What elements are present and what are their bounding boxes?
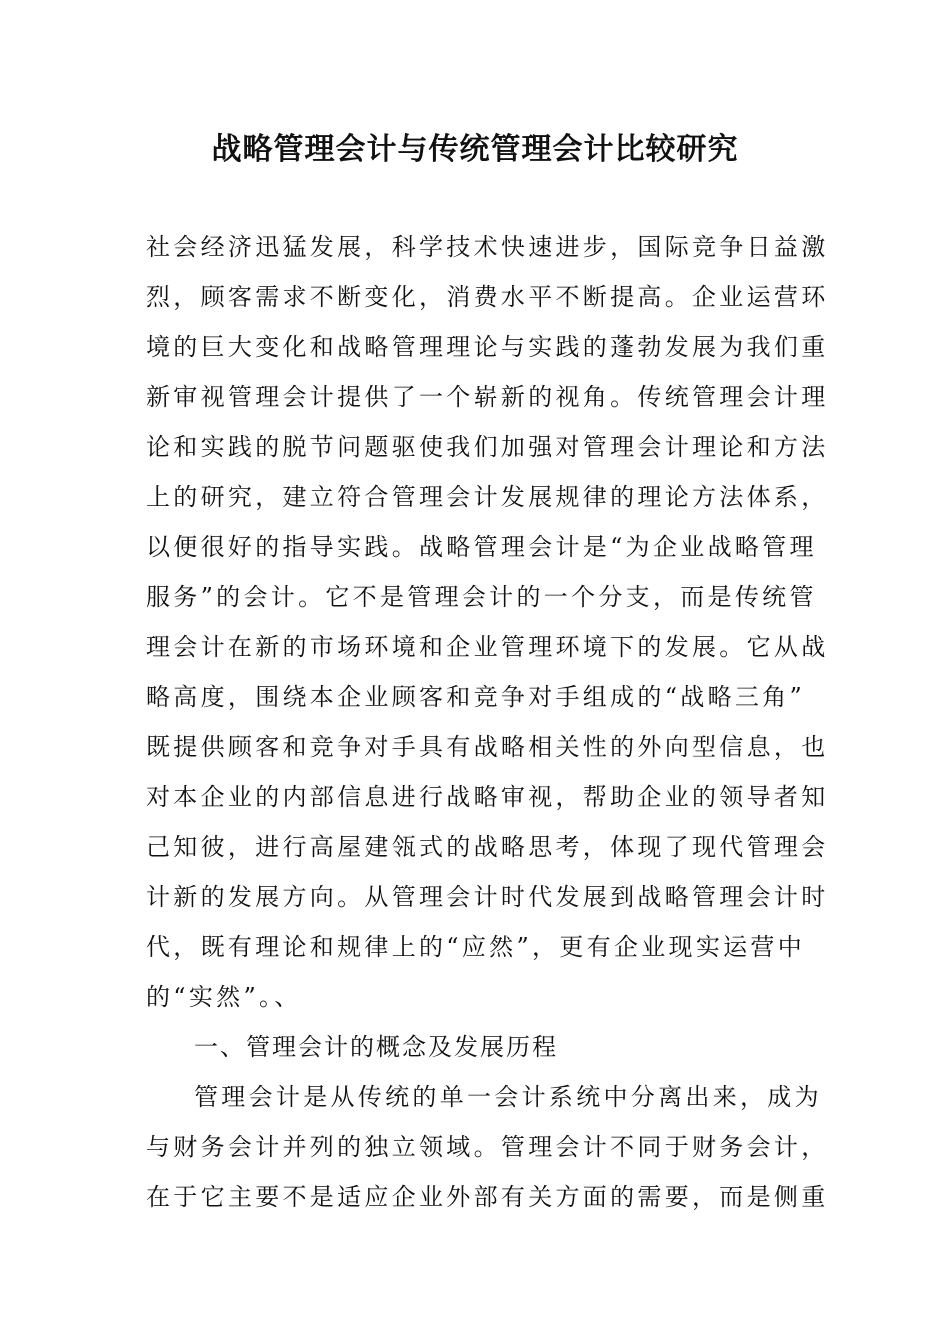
document-title: 战略管理会计与传统管理会计比较研究 [211, 132, 739, 167]
paragraph-line: 境的巨大变化和战略管理理论与实践的蓬勃发展为我们重 [146, 333, 829, 361]
paragraph-line: 理会计在新的市场环境和企业管理环境下的发展。它从战 [146, 633, 829, 661]
paragraph-line: 略高度，围绕本企业顾客和竞争对手组成的“战略三角” [146, 683, 806, 711]
paragraph-line: 己知彼，进行高屋建瓴式的战略思考，体现了现代管理会 [146, 833, 829, 861]
paragraph-line: 计新的发展方向。从管理会计时代发展到战略管理会计时 [146, 883, 829, 911]
paragraph-line: 烈，顾客需求不断变化，消费水平不断提高。企业运营环 [146, 283, 829, 311]
paragraph-line: 论和实践的脱节问题驱使我们加强对管理会计理论和方法 [146, 433, 829, 461]
paragraph-line: 与财务会计并列的独立领域。管理会计不同于财务会计， [146, 1133, 829, 1161]
paragraph-line: 以便很好的指导实践。战略管理会计是“为企业战略管理 [146, 533, 817, 561]
paragraph-line: 对本企业的内部信息进行战略审视，帮助企业的领导者知 [146, 783, 829, 811]
paragraph-line: 的“实然”。、 [146, 983, 302, 1011]
paragraph-line: 代，既有理论和规律上的“应然”，更有企业现实运营中 [146, 933, 806, 961]
paragraph-line: 上的研究，建立符合管理会计发展规律的理论方法体系， [146, 483, 829, 511]
section-heading: 一、管理会计的概念及发展历程 [194, 1033, 558, 1061]
paragraph-line: 新审视管理会计提供了一个崭新的视角。传统管理会计理 [146, 383, 829, 411]
paragraph-line: 服务”的会计。它不是管理会计的一个分支，而是传统管 [146, 583, 817, 611]
paragraph-line: 在于它主要不是适应企业外部有关方面的需要，而是侧重 [146, 1183, 829, 1211]
paragraph-line: 管理会计是从传统的单一会计系统中分离出来，成为 [194, 1083, 822, 1111]
paragraph-line: 社会经济迅猛发展，科学技术快速进步，国际竞争日益激 [146, 233, 829, 261]
paragraph-line: 既提供顾客和竞争对手具有战略相关性的外向型信息，也 [146, 733, 829, 761]
